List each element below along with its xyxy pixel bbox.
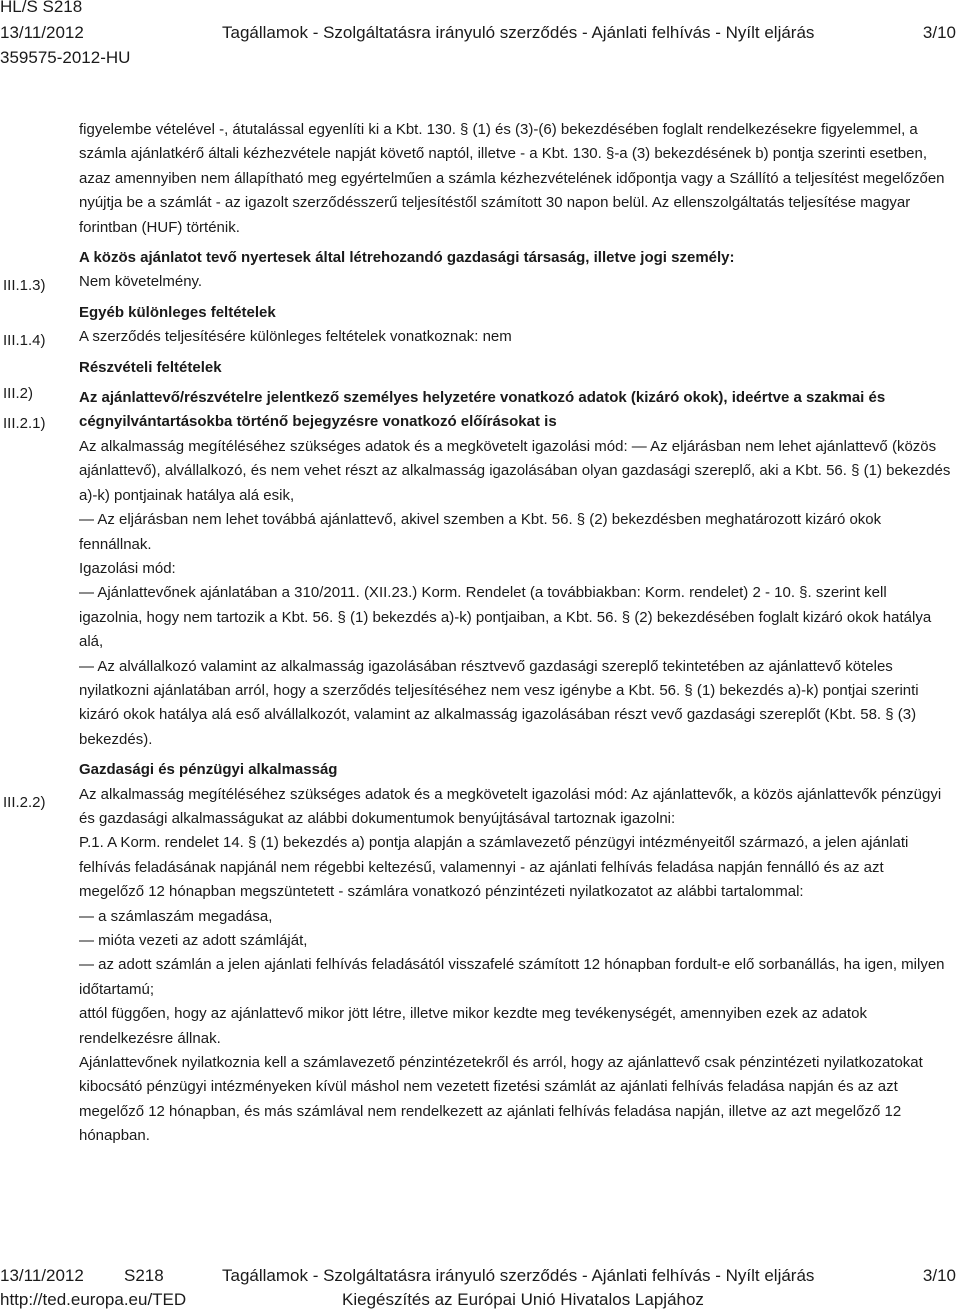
s314-heading: Egyéb különleges feltételek [79, 303, 276, 321]
label-iii-2: III.2) [3, 385, 34, 402]
s321-p5: — Az alvállalkozó valamint az alkalmasság igazolásában résztvevő gazdasági szereplő tekintetében az ajánlattevő köteles nyilatkozni ajánlatában arról, hogy a szerződés teljesítéséhez nem vesz igénybe a Kbt. 56. § (1) bekezdés a)-k) pontjai szerinti kizáró okok hatálya alá eső alvállalkozót, valamint az alkalmasság igazolásában részt vevő gazdasági szereplőt (Kbt. 58. § (3) bekezdés). [79, 657, 919, 748]
payment-paragraph: figyelembe vételével -, átutalással egyenlíti ki a Kbt. 130. § (1) és (3)-(6) bekezdésében foglalt rendelkezésekre figyelemmel, a számla ajánlatkérő általi kézhezvétele napját követő naptól, illetve - a Kbt. 130. §-a (3) bekezdésének b) pontja szerinti esetben, azaz amennyiben nem állapítható meg egyértelműen a számla kézhezvételének időpontja vagy a Szállító a teljesítést megelőzően nyújtja be a számlát - az igazolt szerződésszerű teljesítéstől számított 30 napon belül. Az ellenszolgáltatás teljesítése magyar forintban (HUF) történik. [79, 121, 945, 236]
footer-url[interactable]: http://ted.europa.eu/TED [0, 1290, 187, 1309]
s313-text: Nem követelmény. [79, 273, 203, 291]
page-header [0, 0, 960, 70]
s321-p2: — Az eljárásban nem lehet továbbá ajánlattevő, akivel szemben a Kbt. 56. § (2) bekezdésben meghatározott kizáró okok fennállnak. [79, 511, 882, 553]
footer-title: Tagállamok - Szolgáltatásra irányuló szerződés - Ajánlati felhívás - Nyílt eljárás [222, 1266, 815, 1285]
label-iii-2-2: III.2.2) [3, 794, 46, 811]
s321-p1: Az alkalmasság megítéléséhez szükséges adatok és a megkövetelt igazolási mód: — Az eljárásban nem lehet ajánlattevő (közös ajánlattevő), alvállalkozó, és nem vehet részt az alkalmasság igazolásában olyan gazdasági szereplő, aki a Kbt. 56. § (1) bekezdés a)-k) pontjainak hatálya alá esik, [79, 437, 951, 504]
page-footer [0, 1266, 960, 1311]
footer-s: S218 [124, 1266, 164, 1285]
label-iii-1-3: III.1.3) [3, 277, 46, 294]
s322-p1: Az alkalmasság megítéléséhez szükséges adatok és a megkövetelt igazolási mód: Az ajánlattevők, a közös ajánlattevők pénzügyi és gazdasági alkalmasságukat az alábbi dokumentumok benyújtásával tartoznak igazolni: [79, 785, 942, 827]
s322-heading: Gazdasági és pénzügyi alkalmasság [79, 761, 338, 779]
s322-p5: — az adott számlán a jelen ajánlati felhívás feladásától visszafelé számított 12 hónapban fordult-e elő sorbanállás, ha igen, milyen időtartamú; [79, 956, 945, 998]
s322-p6: attól függően, hogy az ajánlattevő mikor jött létre, illetve mikor kezdte meg tevékenységét, amennyiben ezek az adatok rendelkezésre állnak. [79, 1005, 867, 1047]
s322-p7: Ajánlattevőnek nyilatkoznia kell a számlavezető pénzintézetekről és arról, hogy az ajánlattevő csak pénzintézeti nyilatkozatokat kibocsátó pénzügyi intézményeken kívül máshol nem vezetett fizetési számlát az ajánlati felhívás feladása napján és az azt megelőző 12 hónapban, és más számlával nem rendelkezett az ajánlati felhívás feladása napján, illetve az azt megelőző 12 hónapban. [79, 1054, 923, 1145]
s322-p4: — mióta vezeti az adott számláját, [79, 932, 308, 949]
s321-heading: Az ajánlattevő/részvételre jelentkező személyes helyzetére vonatkozó adatok (kizáró okok), ideértve a szakmai és cégnyilvántartásokba történő bejegyzésre vonatkozó előírásokat is [79, 389, 886, 431]
header-ref: 359575-2012-HU [0, 48, 131, 67]
s314-text: A szerződés teljesítésére különleges feltételek vonatkoznak: nem [79, 328, 512, 346]
footer-page: 3/10 [922, 1266, 956, 1285]
header-title: Tagállamok - Szolgáltatásra irányuló szerződés - Ajánlati felhívás - Nyílt eljárás [222, 23, 815, 42]
document-body [79, 118, 951, 1149]
label-iii-1-4: III.1.4) [3, 332, 46, 349]
footer-publisher: Kiegészítés az Európai Unió Hivatalos Lapjához [342, 1290, 704, 1309]
header-date: 13/11/2012 [0, 23, 84, 42]
s322-p2: P.1. A Korm. rendelet 14. § (1) bekezdés a) pontja alapján a számlavezető pénzügyi intézményeitől származó, a jelen ajánlati felhívás feladásának napjánál nem régebbi keltezésű, valamennyi - az ajánlati felhívás feladása napján fennálló és az azt megelőző 12 hónapban megszüntetett - számlára vonatkozó pénzintézeti nyilatkozatot az alábbi tartalommal: [79, 834, 909, 901]
s321-p3: Igazolási mód: [79, 559, 176, 577]
label-iii-2-1: III.2.1) [3, 415, 46, 432]
footer-date: 13/11/2012 [0, 1266, 84, 1285]
s313-heading: A közös ajánlatot tevő nyertesek által létrehozandó gazdasági társaság, illetve jogi személy: [79, 249, 735, 267]
doc-code: HL/S S218 [0, 0, 83, 16]
s32-heading: Részvételi feltételek [79, 358, 222, 376]
s321-p4: — Ajánlattevőnek ajánlatában a 310/2011. (XII.23.) Korm. Rendelet (a továbbiakban: Korm. rendelet) 2 - 10. §. szerint kell igazolnia, hogy nem tartozik a Kbt. 56. § (1) bekezdés a)-k) pontjaiban, a Kbt. 56. § (2) bekezdésében foglalt kizáró okok hatálya alá, [79, 584, 932, 651]
s322-p3: — a számlaszám megadása, [79, 907, 273, 925]
header-page: 3/10 [922, 23, 956, 42]
